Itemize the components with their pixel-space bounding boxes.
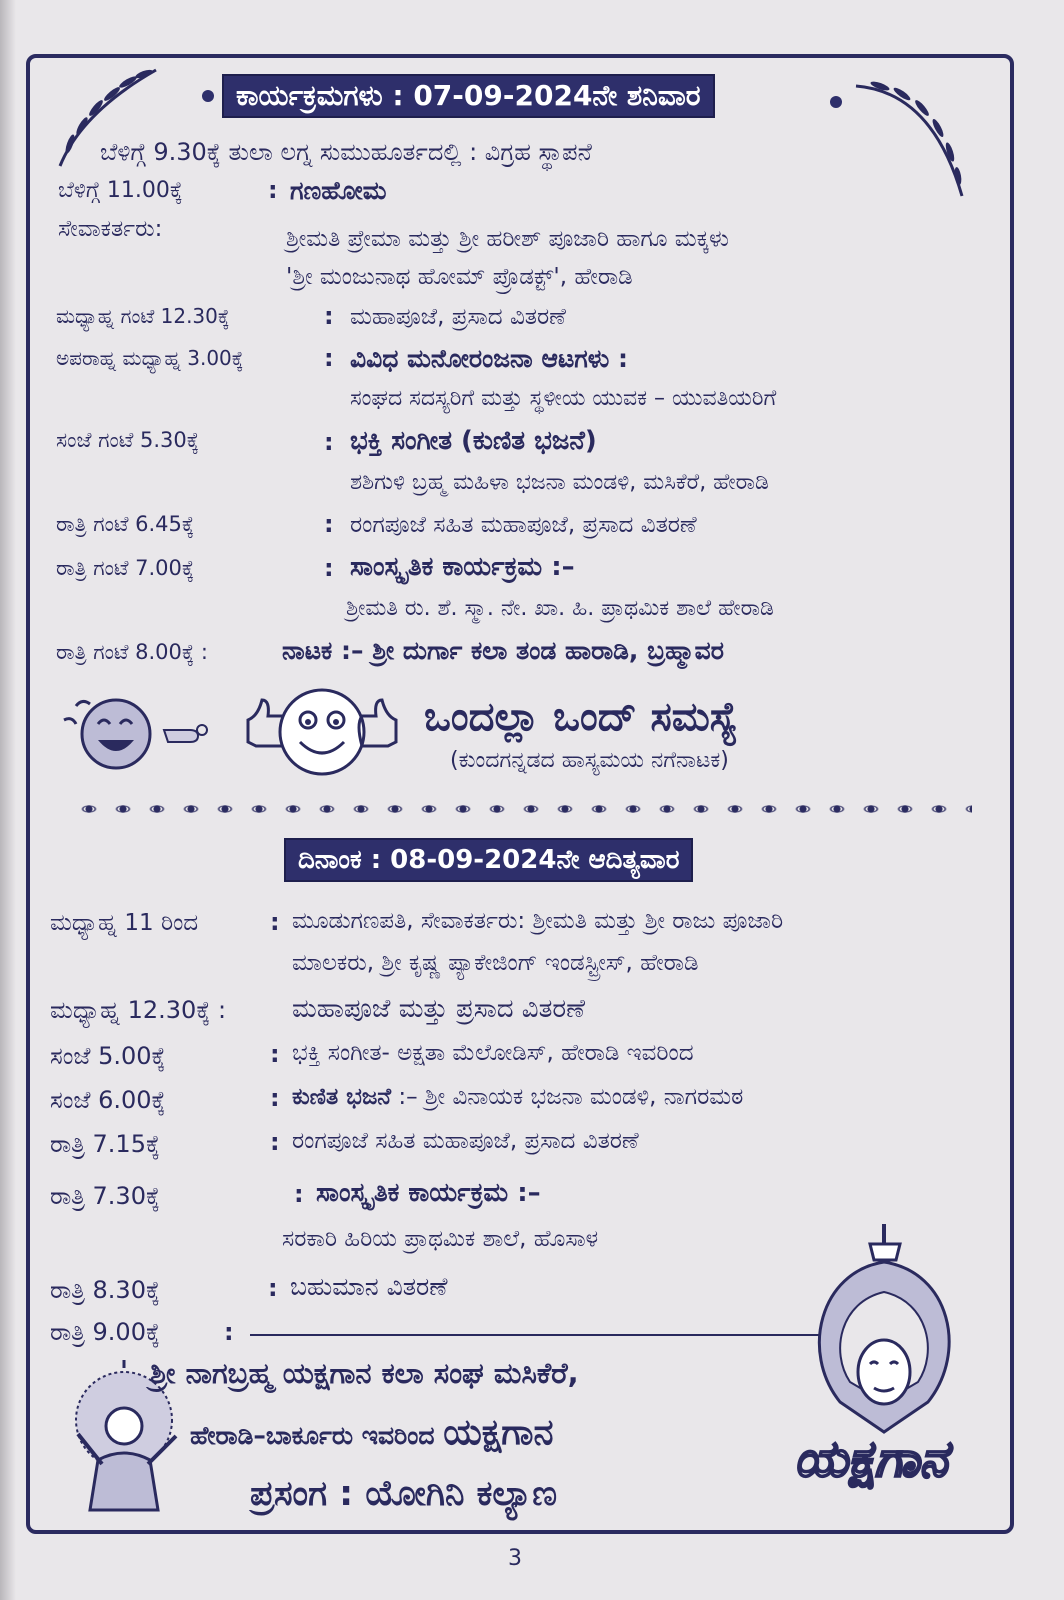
colon: : [324,344,334,372]
day1-time: ಅಪರಾಹ್ನ ಮಧ್ಯಾಹ್ನ 3.00ಕ್ಕೆ [56,346,244,370]
day1-text2: ಶ್ರೀಮತಿ ರು. ಶೆ. ಸ್ಮಾ. ನೇ. ಖಾ. ಹಿ. ಪ್ರಾಥಮಿಕ ಶಾಲೆ ಹೇರಾಡಿ [346,596,774,621]
day1-time: ರಾತ್ರಿ ಗಂಟೆ 6.45ಕ್ಕೆ [56,512,195,536]
day2-text: ಮಹಾಪೂಜೆ ಮತ್ತು ಪ್ರಸಾದ ವಿತರಣೆ [292,994,586,1024]
colon: : [270,1128,280,1156]
blank-line [250,1334,822,1336]
day1-time: ಬೆಳಿಗ್ಗೆ 11.00ಕ್ಕೆ [58,178,183,203]
day2-time: ಮಧ್ಯಾಹ್ನ 12.30ಕ್ಕೆ : [50,996,227,1024]
play-title: ಒಂದಲ್ಲಾ ಒಂದ್ ಸಮಸ್ಯೆ [424,694,739,740]
yakshagana-line2 [190,1412,553,1454]
colon: : [268,1274,278,1302]
day1-text2: ಶಶಿಗುಳಿ ಬ್ರಹ್ಮ ಮಹಿಳಾ ಭಜನಾ ಮಂಡಳಿ, ಮಸಿಕೆರೆ, ಹೇರಾಡಿ [350,470,769,495]
day2-text: ರಂಗಪೂಜೆ ಸಹಿತ ಮಹಾಪೂಜೆ, ಪ್ರಸಾದ ವಿತರಣೆ [292,1128,639,1154]
fern-icon-right [852,72,970,202]
colon: : [270,1040,280,1068]
colon: : [324,428,334,456]
kunita-bhajane-detail: :– ಶ್ರೀ ವಿನಾಯಕ ಭಜನಾ ಮಂಡಳಿ, ನಾಗರಮಠ [391,1084,744,1110]
yakshagana-troupe: ಶ್ರೀ ನಾಗಬ್ರಹ್ಮ ಯಕ್ಷಗಾನ ಕಲಾ ಸಂಘ ಮಸಿಕೆರೆ, [150,1356,579,1390]
yakshagana-logo-text: ಯಕ್ಷಗಾನ [794,1430,948,1488]
day1-text2: 'ಶ್ರೀ ಮಂಜುನಾಥ ಹೋಮ್ ಪ್ರೊಡಕ್ಟ್', ಹೇರಾಡಿ [286,264,633,290]
day2-text: ಭಕ್ತಿ ಸಂಗೀತ- ಅಕ್ಷತಾ ಮೆಲೋಡಿಸ್, ಹೇರಾಡಿ ಇವರಿಂದ [292,1040,694,1066]
day1-header: ಕಾರ್ಯಕ್ರಮಗಳು : 07-09-2024ನೇ ಶನಿವಾರ [222,74,715,118]
day1-text: ಶ್ರೀಮತಿ ಪ್ರೇಮಾ ಮತ್ತು ಶ್ರೀ ಹರೀಶ್ ಪೂಜಾರಿ ಹಾಗೂ ಮಕ್ಕಳು [286,226,729,252]
day2-text: ಸಾಂಸ್ಕೃತಿಕ ಕಾರ್ಯಕ್ರಮ :– [316,1178,541,1208]
yakshagana-place: ಹೇರಾಡಿ–ಬಾರ್ಕೂರು ಇವರಿಂದ [190,1421,444,1450]
day1-text2: ಸಂಘದ ಸದಸ್ಯರಿಗೆ ಮತ್ತು ಸ್ಥಳೀಯ ಯುವಕ – ಯುವತಿಯರಿಗೆ [350,386,777,411]
day2-time: ರಾತ್ರಿ 8.30ಕ್ಕೆ [50,1276,161,1304]
colon: : [224,1318,234,1346]
day2-text-line [292,1084,743,1110]
colon: : [324,554,334,582]
day2-time: ರಾತ್ರಿ 7.30ಕ್ಕೆ [50,1182,161,1210]
day2-time: ರಾತ್ರಿ 9.00ಕ್ಕೆ [50,1318,161,1346]
pointing-hand-icon [160,712,210,748]
yakshagana-prasanga: ಪ್ರಸಂಗ : ಯೋಗಿನಿ ಕಲ್ಯಾಣ [250,1474,558,1514]
page-number: 3 [508,1546,522,1571]
day2-header: ದಿನಾಂಕ : 08-09-2024ನೇ ಆದಿತ್ಯವಾರ [284,838,693,882]
day1-text: ಸಾಂಸ್ಕೃತಿಕ ಕಾರ್ಯಕ್ರಮ :– [350,552,575,582]
header-dot-right [830,96,842,108]
day2-text2: ಸರಕಾರಿ ಹಿರಿಯ ಪ್ರಾಥಮಿಕ ಶಾಲೆ, ಹೊಸಾಳ [282,1226,599,1252]
yakshagana-word: ಯಕ್ಷಗಾನ [443,1412,554,1453]
play-subtitle: (ಕುಂದಗನ್ನಡದ ಹಾಸ್ಯಮಯ ನಗೆನಾಟಕ) [450,748,729,773]
day1-intro: ಬೆಳಿಗ್ಗೆ 9.30ಕ್ಕೆ ತುಲಾ ಲಗ್ನ ಸುಮುಹೂರ್ತದಲ್ಲಿ : ವಿಗ್ರಹ ಸ್ಥಾಪನೆ [100,138,592,166]
day1-time: ರಾತ್ರಿ ಗಂಟೆ 8.00ಕ್ಕೆ : [56,640,208,664]
day2-text: ಮೂಡುಗಣಪತಿ, ಸೇವಾಕರ್ತರು: ಶ್ರೀಮತಿ ಮತ್ತು ಶ್ರೀ ರಾಜು ಪೂಜಾರಿ [292,908,784,934]
day1-text: ಗಣಹೋಮ [290,176,387,205]
day2-time: ಸಂಜೆ 6.00ಕ್ಕೆ [50,1086,166,1114]
page-edge [0,0,16,1600]
kunita-bhajane-label: ಕುಣಿತ ಭಜನೆ [292,1084,392,1110]
day2-text2: ಮಾಲಕರು, ಶ್ರೀ ಕೃಷ್ಣ ಪ್ಯಾಕೇಜಿಂಗ್ ಇಂಡಸ್ಟ್ರೀಸ್, ಹೇರಾಡಿ [292,950,699,976]
day2-text: ಬಹುಮಾನ ವಿತರಣೆ [290,1272,448,1301]
colon: : [270,908,280,936]
colon: : [294,1180,304,1208]
day1-text: ವಿವಿಧ ಮನೋರಂಜನಾ ಆಟಗಳು : [350,344,629,373]
colon: : [324,302,334,330]
laughing-face-icon [58,690,158,774]
colon: : [324,510,334,538]
day1-time: ಸೇವಾಕರ್ತರು: [58,216,163,242]
day1-time: ಮಧ್ಯಾಹ್ನ ಗಂಟೆ 12.30ಕ್ಕೆ [56,304,230,328]
ornamental-divider [72,798,972,820]
day1-text: ಮಹಾಪೂಜೆ, ಪ್ರಸಾದ ವಿತರಣೆ [350,304,566,330]
day2-time: ರಾತ್ರಿ 7.15ಕ್ಕೆ [50,1130,161,1158]
thumbs-up-face-icon [238,682,406,782]
day1-text: ಭಕ್ತಿ ಸಂಗೀತ (ಕುಣಿತ ಭಜನೆ) [350,426,597,456]
colon: : [270,1084,280,1112]
header-dot-left [202,90,214,102]
day1-time: ರಾತ್ರಿ ಗಂಟೆ 7.00ಕ್ಕೆ [56,556,195,580]
colon: : [268,176,278,204]
day1-text: ರಂಗಪೂಜೆ ಸಹಿತ ಮಹಾಪೂಜೆ, ಪ್ರಸಾದ ವಿತರಣೆ [350,512,697,538]
day2-time: ಮಧ್ಯಾಹ್ನ 11 ರಿಂದ [50,910,199,936]
day2-time: ಸಂಜೆ 5.00ಕ್ಕೆ [50,1042,166,1070]
day1-text: ನಾಟಕ :– ಶ್ರೀ ದುರ್ಗಾ ಕಲಾ ತಂಡ ಹಾರಾಡಿ, ಬ್ರಹ್ಮಾವರ [282,636,724,665]
day1-time: ಸಂಜೆ ಗಂಟೆ 5.30ಕ್ಕೆ [56,428,200,452]
